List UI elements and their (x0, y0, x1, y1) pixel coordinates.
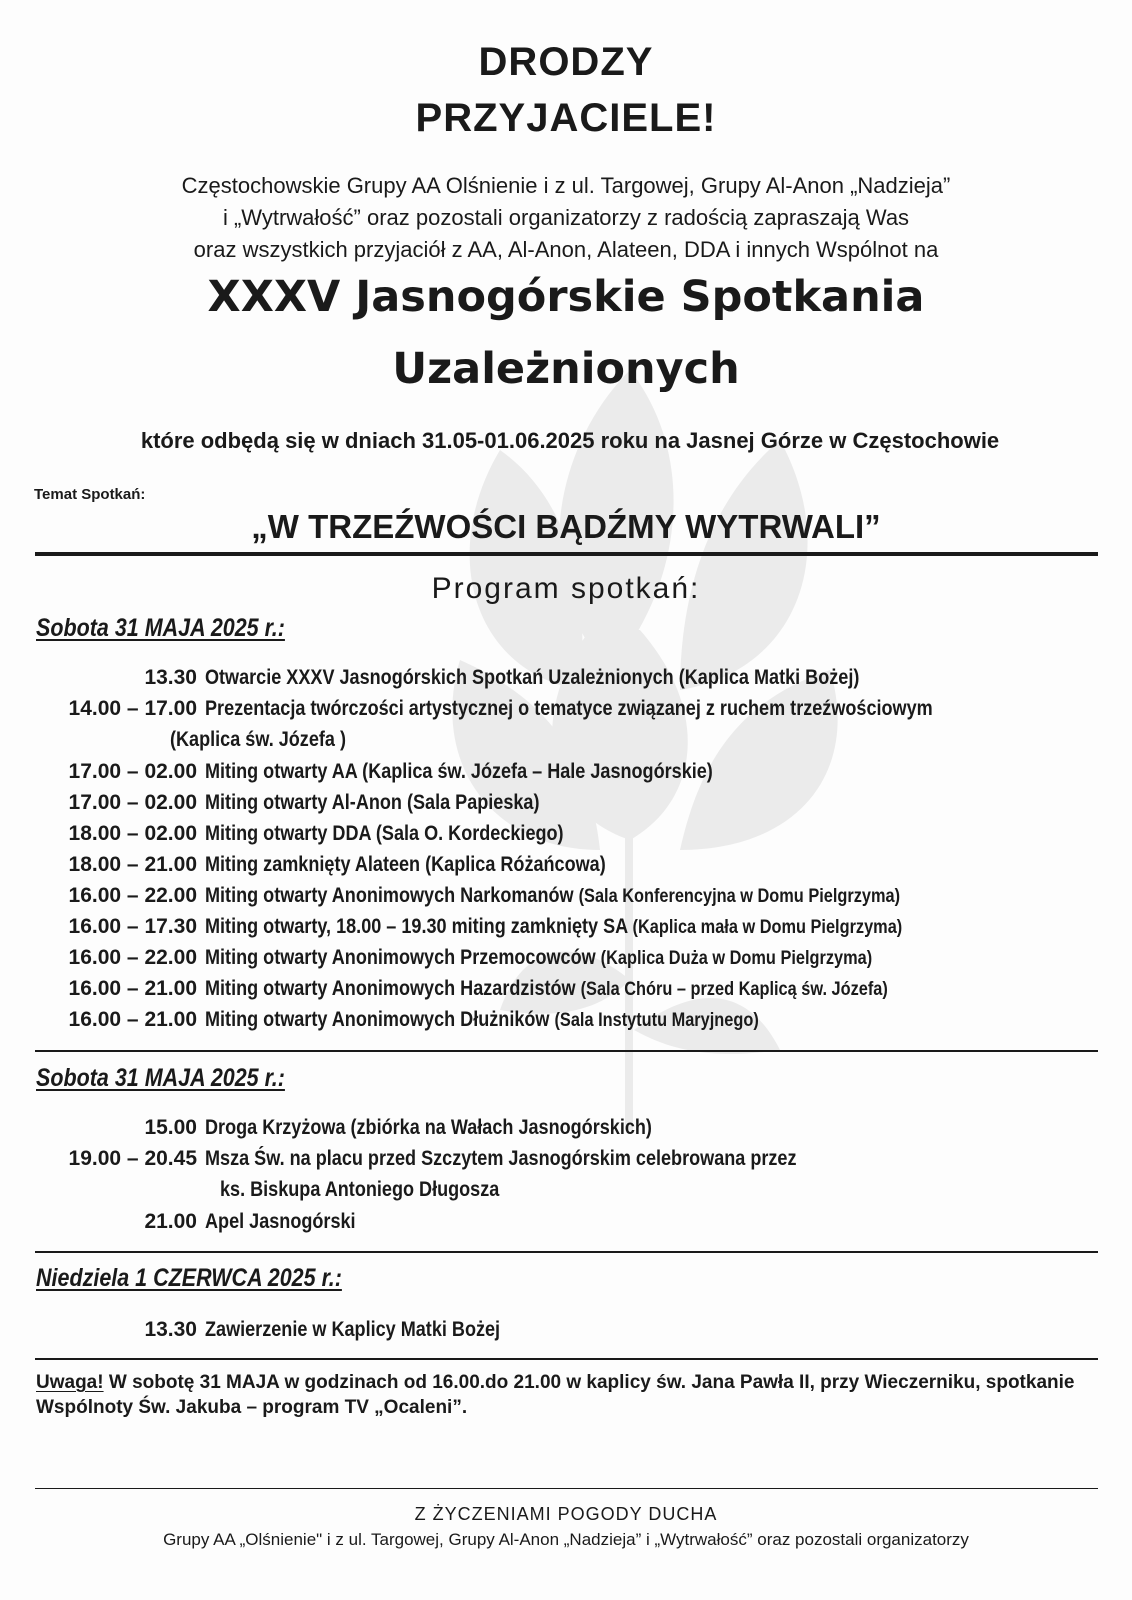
schedule-time: 15.00 (144, 1116, 197, 1139)
schedule-time: 13.30 (144, 1318, 197, 1341)
notice (36, 1370, 1098, 1420)
divider (35, 1251, 1098, 1253)
divider (35, 552, 1098, 556)
schedule-time: 16.00 – 21.00 (68, 1008, 197, 1031)
notice-text: W sobotę 31 MAJA w godzinach od 16.00.do 21.00 w kaplicy św. Jana Pawła II, przy Wieczerniku, spotkanie Wspólnoty Św. Jakuba – program TV „Ocaleni”. (36, 1372, 1075, 1418)
schedule-desc-main: Miting otwarty Anonimowych Narkomanów (205, 884, 579, 907)
schedule-desc: Droga Krzyżowa (zbiórka na Wałach Jasnogórskich) (205, 1116, 652, 1139)
intro-line: oraz wszystkich przyjaciół z AA, Al-Anon, Alateen, DDA i innych Wspólnot na (193, 237, 939, 262)
schedule-desc-location: (Sala Chóru – przed Kaplicą św. Józefa) (580, 979, 888, 1000)
schedule-desc-main: Miting otwarty Anonimowych Hazardzistów (205, 977, 581, 1000)
schedule-time: 14.00 – 17.00 (68, 697, 197, 720)
theme-motto: „W TRZEŹWOŚCI BĄDŹMY WYTRWALI” (251, 508, 881, 545)
schedule-time: 16.00 – 21.00 (68, 977, 197, 1000)
schedule-desc (205, 915, 902, 939)
intro-line: i „Wytrwałość” oraz pozostali organizatorzy z radością zapraszają Was (222, 205, 910, 230)
schedule-desc-location: (Sala Instytutu Maryjnego) (554, 1010, 759, 1031)
schedule-time: 13.30 (144, 666, 197, 689)
schedule-desc (205, 946, 872, 970)
schedule-time: 18.00 – 02.00 (68, 822, 197, 845)
divider (35, 1050, 1098, 1052)
intro-text (0, 170, 1132, 266)
schedule-continuation: ks. Biskupa Antoniego Długosza (220, 1178, 500, 1201)
schedule-desc-location: (Sala Konferencyjna w Domu Pielgrzyma) (578, 886, 901, 907)
program-title: Program spotkań: (431, 572, 701, 605)
schedule-time: 16.00 – 22.00 (68, 884, 197, 907)
heading-line1: DRODZY (478, 40, 654, 84)
schedule-desc: Miting otwarty AA (Kaplica św. Józefa – Hale Jasnogórskie) (205, 760, 713, 783)
schedule-time: 17.00 – 02.00 (68, 791, 197, 814)
schedule-time: 17.00 – 02.00 (68, 760, 197, 783)
schedule-desc: Prezentacja twórczości artystycznej o tematyce związanej z ruchem trzeźwościowym (205, 697, 933, 720)
schedule-desc: Miting zamknięty Alateen (Kaplica Różańcowa) (205, 853, 606, 876)
schedule-time: 21.00 (144, 1210, 197, 1233)
divider (35, 1358, 1098, 1360)
day-label: Niedziela 1 CZERWCA 2025 r.: (36, 1264, 342, 1292)
dates-line: które odbędą się w dniach 31.05-01.06.2025 roku na Jasnej Górze w Częstochowie (140, 428, 1000, 453)
divider (35, 1488, 1098, 1489)
event-title-line1: XXXV Jasnogórskie Spotkania (207, 272, 925, 322)
schedule-continuation: (Kaplica św. Józefa ) (170, 728, 346, 751)
heading-line2: PRZYJACIELE! (415, 96, 717, 140)
schedule-time: 16.00 – 22.00 (68, 946, 197, 969)
schedule-desc (205, 884, 900, 908)
schedule-time: 16.00 – 17.30 (68, 915, 197, 938)
footer-greeting: Z ŻYCZENIAMI POGODY DUCHA (414, 1504, 718, 1524)
schedule-desc-location: (Kaplica Duża w Domu Pielgrzyma) (600, 948, 873, 969)
schedule-desc-main: Miting otwarty Anonimowych Przemocowców (205, 946, 601, 969)
schedule-desc: Miting otwarty DDA (Sala O. Kordeckiego) (205, 822, 564, 845)
schedule-desc (205, 977, 888, 1001)
schedule-desc: Zawierzenie w Kaplicy Matki Bożej (205, 1318, 501, 1341)
event-title-line2: Uzależnionych (392, 344, 740, 394)
schedule-time: 19.00 – 20.45 (68, 1147, 197, 1170)
schedule-desc: Miting otwarty Al-Anon (Sala Papieska) (205, 791, 540, 814)
schedule-time: 18.00 – 21.00 (68, 853, 197, 876)
theme-label: Temat Spotkań: (34, 486, 146, 503)
day-label: Sobota 31 MAJA 2025 r.: (36, 614, 285, 642)
schedule-desc: Msza Św. na placu przed Szczytem Jasnogórskim celebrowana przez (205, 1147, 797, 1170)
schedule-desc: Apel Jasnogórski (205, 1210, 356, 1233)
intro-line: Częstochowskie Grupy AA Olśnienie i z ul. Targowej, Grupy Al-Anon „Nadzieja” (181, 173, 951, 198)
footer-organizers: Grupy AA „Olśnienie" i z ul. Targowej, Grupy Al-Anon „Nadzieja” i „Wytrwałość” oraz pozostali organizatorzy (163, 1530, 969, 1549)
schedule-desc-main: Miting otwarty Anonimowych Dłużników (205, 1008, 555, 1031)
notice-label: Uwaga! (36, 1372, 104, 1393)
day-label: Sobota 31 MAJA 2025 r.: (36, 1064, 285, 1092)
schedule-desc-main: Miting otwarty, 18.00 – 19.30 miting zamknięty SA (205, 915, 633, 938)
schedule-desc-location: (Kaplica mała w Domu Pielgrzyma) (632, 917, 903, 938)
schedule-desc (205, 1008, 759, 1032)
schedule-desc: Otwarcie XXXV Jasnogórskich Spotkań Uzależnionych (Kaplica Matki Bożej) (205, 666, 860, 689)
